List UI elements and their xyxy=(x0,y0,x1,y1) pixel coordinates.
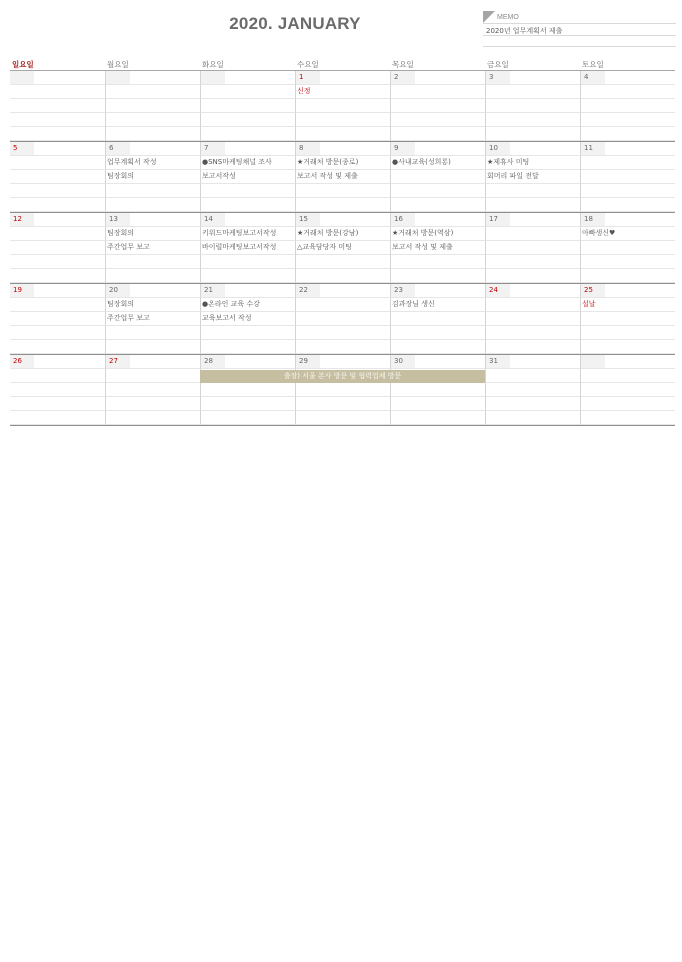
day-number: 3 xyxy=(486,71,510,84)
calendar-week xyxy=(10,284,675,355)
day-cell[interactable] xyxy=(580,284,675,298)
weekday-label: 화요일 xyxy=(202,60,224,69)
event-slot[interactable] xyxy=(200,113,295,127)
event-row xyxy=(10,255,675,269)
event-slot[interactable] xyxy=(10,127,105,141)
memo-text[interactable]: 2020년 업무계획서 제출 xyxy=(486,27,563,35)
event-slot[interactable] xyxy=(485,127,580,141)
day-cell[interactable] xyxy=(390,71,485,85)
event-slot[interactable] xyxy=(10,298,105,312)
event-row xyxy=(10,269,675,283)
event-slot[interactable] xyxy=(200,269,295,283)
event-slot[interactable] xyxy=(485,312,580,326)
calendar-week xyxy=(10,355,675,426)
event-text: ★제휴사 미팅 xyxy=(487,158,530,166)
event-row xyxy=(10,312,675,326)
day-number: 19 xyxy=(10,284,34,297)
event-slot[interactable] xyxy=(105,99,200,113)
day-number: 11 xyxy=(581,142,605,155)
event-row xyxy=(10,411,675,425)
event-slot[interactable] xyxy=(105,326,200,340)
day-cell[interactable] xyxy=(580,213,675,227)
event-slot[interactable] xyxy=(105,298,200,312)
event-slot[interactable] xyxy=(295,99,390,113)
event-row xyxy=(10,127,675,141)
event-slot[interactable] xyxy=(295,326,390,340)
event-slot[interactable] xyxy=(10,369,105,383)
day-cell[interactable] xyxy=(200,284,295,298)
day-number: 29 xyxy=(296,355,320,368)
memo-divider xyxy=(483,23,676,24)
event-row xyxy=(10,99,675,113)
event-slot[interactable] xyxy=(580,227,675,241)
event-text: 주간업무 보고 xyxy=(107,314,150,322)
event-slot[interactable] xyxy=(295,113,390,127)
event-slot[interactable] xyxy=(200,255,295,269)
event-slot[interactable] xyxy=(105,397,200,411)
day-number: 15 xyxy=(296,213,320,226)
day-number: 14 xyxy=(201,213,225,226)
day-cell[interactable] xyxy=(295,355,390,369)
day-cell[interactable] xyxy=(485,142,580,156)
event-slot[interactable] xyxy=(390,113,485,127)
event-slot[interactable] xyxy=(295,269,390,283)
day-number: 27 xyxy=(106,355,130,368)
weekday-label: 일요일 xyxy=(12,60,34,69)
event-text: 주간업무 보고 xyxy=(107,243,150,251)
memo-label: MEMO xyxy=(497,14,519,21)
event-text: △교육담당자 미팅 xyxy=(297,243,352,251)
event-slot[interactable] xyxy=(105,170,200,184)
event-slot[interactable] xyxy=(105,411,200,425)
calendar-grid xyxy=(10,59,675,426)
day-cell[interactable] xyxy=(295,213,390,227)
event-row xyxy=(10,170,675,184)
event-row xyxy=(10,326,675,340)
event-slot[interactable] xyxy=(485,326,580,340)
event-slot[interactable] xyxy=(295,227,390,241)
event-row xyxy=(10,298,675,312)
event-slot[interactable] xyxy=(10,397,105,411)
event-slot[interactable] xyxy=(485,298,580,312)
event-slot[interactable] xyxy=(10,269,105,283)
event-text: 보고서 작성 및 제출 xyxy=(392,243,453,251)
event-slot[interactable] xyxy=(10,326,105,340)
event-slot[interactable] xyxy=(485,340,580,354)
weekday-label: 수요일 xyxy=(297,60,319,69)
event-row xyxy=(10,113,675,127)
event-slot[interactable] xyxy=(200,227,295,241)
event-text: 신정 xyxy=(297,87,311,95)
event-slot[interactable] xyxy=(485,269,580,283)
event-slot[interactable] xyxy=(580,298,675,312)
day-cell[interactable] xyxy=(10,284,105,298)
event-text: 보고서작성 xyxy=(202,172,236,180)
event-slot[interactable] xyxy=(200,198,295,212)
event-text: ★거래처 방문(강남) xyxy=(297,229,359,237)
event-slot[interactable] xyxy=(580,184,675,198)
event-slot[interactable] xyxy=(105,255,200,269)
day-number: 13 xyxy=(106,213,130,226)
day-number: 18 xyxy=(581,213,605,226)
event-row xyxy=(10,241,675,255)
event-slot[interactable] xyxy=(200,127,295,141)
event-slot[interactable] xyxy=(580,340,675,354)
event-slot[interactable] xyxy=(295,170,390,184)
event-row xyxy=(10,156,675,170)
day-number: 12 xyxy=(10,213,34,226)
day-cell[interactable] xyxy=(295,142,390,156)
event-slot[interactable] xyxy=(10,383,105,397)
day-cell[interactable] xyxy=(295,71,390,85)
event-slot[interactable] xyxy=(105,340,200,354)
day-number: 30 xyxy=(391,355,415,368)
event-text: 팀장회의 xyxy=(107,229,135,237)
event-slot[interactable] xyxy=(485,369,580,383)
event-text: 바이럴마케팅보고서작성 xyxy=(202,243,277,251)
event-slot[interactable] xyxy=(390,411,485,425)
day-number xyxy=(10,71,34,84)
event-slot[interactable] xyxy=(390,85,485,99)
event-slot[interactable] xyxy=(485,255,580,269)
event-slot[interactable] xyxy=(200,383,295,397)
event-text: ●사내교육(성희롱) xyxy=(392,158,451,166)
day-cell[interactable] xyxy=(105,71,200,85)
event-slot[interactable] xyxy=(105,198,200,212)
page-title: 2020. JANUARY xyxy=(229,14,361,33)
event-slot[interactable] xyxy=(295,156,390,170)
event-slot[interactable] xyxy=(10,99,105,113)
event-slot[interactable] xyxy=(390,198,485,212)
day-number xyxy=(201,71,225,84)
event-slot[interactable] xyxy=(105,85,200,99)
day-cell[interactable] xyxy=(580,142,675,156)
event-slot[interactable] xyxy=(10,156,105,170)
event-slot[interactable] xyxy=(485,113,580,127)
event-slot[interactable] xyxy=(485,99,580,113)
event-slot[interactable] xyxy=(485,184,580,198)
event-slot[interactable] xyxy=(295,198,390,212)
day-number: 20 xyxy=(106,284,130,297)
memo-divider xyxy=(483,35,676,36)
day-cell[interactable] xyxy=(295,284,390,298)
day-cell[interactable] xyxy=(200,71,295,85)
day-number: 6 xyxy=(106,142,130,155)
event-text: ★거래처 방문(역삼) xyxy=(392,229,454,237)
weekday-label: 목요일 xyxy=(392,60,414,69)
memo-corner-icon xyxy=(483,11,495,23)
day-number: 9 xyxy=(391,142,415,155)
event-row xyxy=(10,227,675,241)
day-cell[interactable] xyxy=(105,213,200,227)
event-text: 회머리 파일 전달 xyxy=(487,172,539,180)
day-cell[interactable] xyxy=(390,355,485,369)
event-slot[interactable] xyxy=(390,269,485,283)
event-slot[interactable] xyxy=(295,241,390,255)
calendar-week xyxy=(10,142,675,213)
event-slot[interactable] xyxy=(485,198,580,212)
event-slot[interactable] xyxy=(390,99,485,113)
calendar-week xyxy=(10,213,675,284)
day-number: 25 xyxy=(581,284,605,297)
event-text: ●온라인 교육 수강 xyxy=(202,300,260,308)
day-cell[interactable] xyxy=(390,284,485,298)
day-number: 31 xyxy=(486,355,510,368)
event-slot[interactable] xyxy=(105,269,200,283)
day-cell[interactable] xyxy=(485,71,580,85)
calendar-week xyxy=(10,71,675,142)
event-slot[interactable] xyxy=(580,127,675,141)
event-slot[interactable] xyxy=(105,156,200,170)
event-slot[interactable] xyxy=(10,340,105,354)
day-cell[interactable] xyxy=(485,284,580,298)
day-number: 16 xyxy=(391,213,415,226)
event-slot[interactable] xyxy=(295,127,390,141)
event-text: 팀장회의 xyxy=(107,172,135,180)
event-slot[interactable] xyxy=(200,298,295,312)
event-row xyxy=(10,383,675,397)
event-slot[interactable] xyxy=(390,170,485,184)
event-slot[interactable] xyxy=(200,156,295,170)
event-slot[interactable] xyxy=(200,340,295,354)
event-slot[interactable] xyxy=(485,85,580,99)
day-number: 7 xyxy=(201,142,225,155)
event-slot[interactable] xyxy=(390,397,485,411)
event-text: ★거래처 방문(종로) xyxy=(297,158,359,166)
event-slot[interactable] xyxy=(485,227,580,241)
event-slot[interactable] xyxy=(200,312,295,326)
day-number: 24 xyxy=(486,284,510,297)
event-slot[interactable] xyxy=(580,312,675,326)
day-cell[interactable] xyxy=(200,213,295,227)
event-slot[interactable] xyxy=(580,170,675,184)
event-slot[interactable] xyxy=(200,411,295,425)
day-number: 8 xyxy=(296,142,320,155)
day-number: 2 xyxy=(391,71,415,84)
day-number: 10 xyxy=(486,142,510,155)
event-slot[interactable] xyxy=(200,397,295,411)
event-slot[interactable] xyxy=(390,227,485,241)
trip-event-banner[interactable]: 출장) 서울 본사 방문 및 협력업체 방문 xyxy=(200,370,485,383)
event-slot[interactable] xyxy=(580,255,675,269)
event-slot[interactable] xyxy=(200,184,295,198)
event-slot[interactable] xyxy=(485,397,580,411)
event-slot[interactable] xyxy=(485,170,580,184)
event-text: ●SNS마케팅채널 조사 xyxy=(202,158,272,166)
event-slot[interactable] xyxy=(105,383,200,397)
date-row xyxy=(10,355,675,369)
event-slot[interactable] xyxy=(105,369,200,383)
event-slot[interactable] xyxy=(580,383,675,397)
day-number: 4 xyxy=(581,71,605,84)
event-slot[interactable] xyxy=(295,340,390,354)
day-cell[interactable] xyxy=(390,213,485,227)
event-slot[interactable] xyxy=(105,127,200,141)
day-cell[interactable] xyxy=(10,142,105,156)
event-row xyxy=(10,397,675,411)
event-slot[interactable] xyxy=(295,312,390,326)
day-cell[interactable] xyxy=(200,142,295,156)
event-slot[interactable] xyxy=(295,397,390,411)
event-slot[interactable] xyxy=(10,312,105,326)
event-slot[interactable] xyxy=(295,255,390,269)
event-slot[interactable] xyxy=(295,383,390,397)
day-number: 5 xyxy=(10,142,34,155)
date-row xyxy=(10,213,675,227)
event-slot[interactable] xyxy=(390,184,485,198)
day-cell[interactable] xyxy=(580,71,675,85)
day-number: 17 xyxy=(486,213,510,226)
event-slot[interactable] xyxy=(390,156,485,170)
weekday-header xyxy=(10,59,675,71)
event-text: 보고서 작성 및 제출 xyxy=(297,172,358,180)
event-slot[interactable] xyxy=(10,113,105,127)
day-cell[interactable] xyxy=(105,284,200,298)
event-text: 설날 xyxy=(582,300,596,308)
event-slot[interactable] xyxy=(580,198,675,212)
event-slot[interactable] xyxy=(390,127,485,141)
day-cell[interactable] xyxy=(10,355,105,369)
day-cell[interactable] xyxy=(10,213,105,227)
event-slot[interactable] xyxy=(105,241,200,255)
event-slot[interactable] xyxy=(10,170,105,184)
event-text: 교육보고서 작성 xyxy=(202,314,252,322)
event-slot[interactable] xyxy=(580,99,675,113)
event-slot[interactable] xyxy=(295,298,390,312)
event-slot[interactable] xyxy=(390,241,485,255)
date-row xyxy=(10,284,675,298)
date-row xyxy=(10,142,675,156)
memo-divider xyxy=(483,46,676,47)
event-slot[interactable] xyxy=(10,198,105,212)
event-slot[interactable] xyxy=(200,170,295,184)
event-slot[interactable] xyxy=(580,369,675,383)
event-slot[interactable] xyxy=(200,99,295,113)
day-cell[interactable] xyxy=(390,142,485,156)
event-slot[interactable] xyxy=(10,184,105,198)
event-slot[interactable] xyxy=(390,255,485,269)
date-row xyxy=(10,71,675,85)
event-slot[interactable] xyxy=(580,397,675,411)
event-slot[interactable] xyxy=(390,340,485,354)
event-row xyxy=(10,85,675,99)
event-slot[interactable] xyxy=(580,85,675,99)
event-slot[interactable] xyxy=(390,298,485,312)
event-slot[interactable] xyxy=(105,312,200,326)
event-slot[interactable] xyxy=(10,255,105,269)
day-cell[interactable] xyxy=(485,213,580,227)
weekday-label: 토요일 xyxy=(582,60,604,69)
day-number: 21 xyxy=(201,284,225,297)
event-slot[interactable] xyxy=(580,411,675,425)
day-number: 1 xyxy=(296,71,320,84)
event-slot[interactable] xyxy=(580,326,675,340)
day-number: 26 xyxy=(10,355,34,368)
day-cell[interactable] xyxy=(10,71,105,85)
event-slot[interactable] xyxy=(105,184,200,198)
event-slot[interactable] xyxy=(390,326,485,340)
day-cell[interactable] xyxy=(580,355,675,369)
event-slot[interactable] xyxy=(200,241,295,255)
event-text: 아빠생신♥ xyxy=(582,229,616,237)
event-slot[interactable] xyxy=(200,85,295,99)
day-cell[interactable] xyxy=(105,355,200,369)
day-cell[interactable] xyxy=(105,142,200,156)
event-row xyxy=(10,198,675,212)
day-number: 22 xyxy=(296,284,320,297)
day-number xyxy=(106,71,130,84)
event-slot[interactable] xyxy=(485,383,580,397)
event-slot[interactable] xyxy=(295,85,390,99)
calendar-weeks xyxy=(10,71,675,426)
event-row xyxy=(10,340,675,354)
weekday-label: 금요일 xyxy=(487,60,509,69)
event-slot[interactable] xyxy=(105,227,200,241)
event-text: 키워드마케팅보고서작성 xyxy=(202,229,277,237)
event-slot[interactable] xyxy=(10,411,105,425)
event-text: 팀장회의 xyxy=(107,300,135,308)
event-slot[interactable] xyxy=(390,383,485,397)
event-slot[interactable] xyxy=(295,184,390,198)
event-text: 김과장님 생신 xyxy=(392,300,435,308)
event-slot[interactable] xyxy=(485,156,580,170)
event-text: 업무계획서 작성 xyxy=(107,158,157,166)
event-slot[interactable] xyxy=(10,227,105,241)
day-cell[interactable] xyxy=(200,355,295,369)
event-slot[interactable] xyxy=(485,241,580,255)
event-slot[interactable] xyxy=(390,312,485,326)
event-slot[interactable] xyxy=(580,113,675,127)
day-number: 23 xyxy=(391,284,415,297)
event-slot[interactable] xyxy=(10,85,105,99)
event-row xyxy=(10,184,675,198)
event-slot[interactable] xyxy=(295,411,390,425)
event-slot[interactable] xyxy=(105,113,200,127)
day-cell[interactable] xyxy=(485,355,580,369)
event-slot[interactable] xyxy=(485,411,580,425)
event-slot[interactable] xyxy=(580,241,675,255)
event-slot[interactable] xyxy=(200,326,295,340)
event-slot[interactable] xyxy=(580,269,675,283)
event-slot[interactable] xyxy=(580,156,675,170)
day-number xyxy=(581,355,605,368)
weekday-label: 월요일 xyxy=(107,60,129,69)
event-slot[interactable] xyxy=(10,241,105,255)
day-number: 28 xyxy=(201,355,225,368)
